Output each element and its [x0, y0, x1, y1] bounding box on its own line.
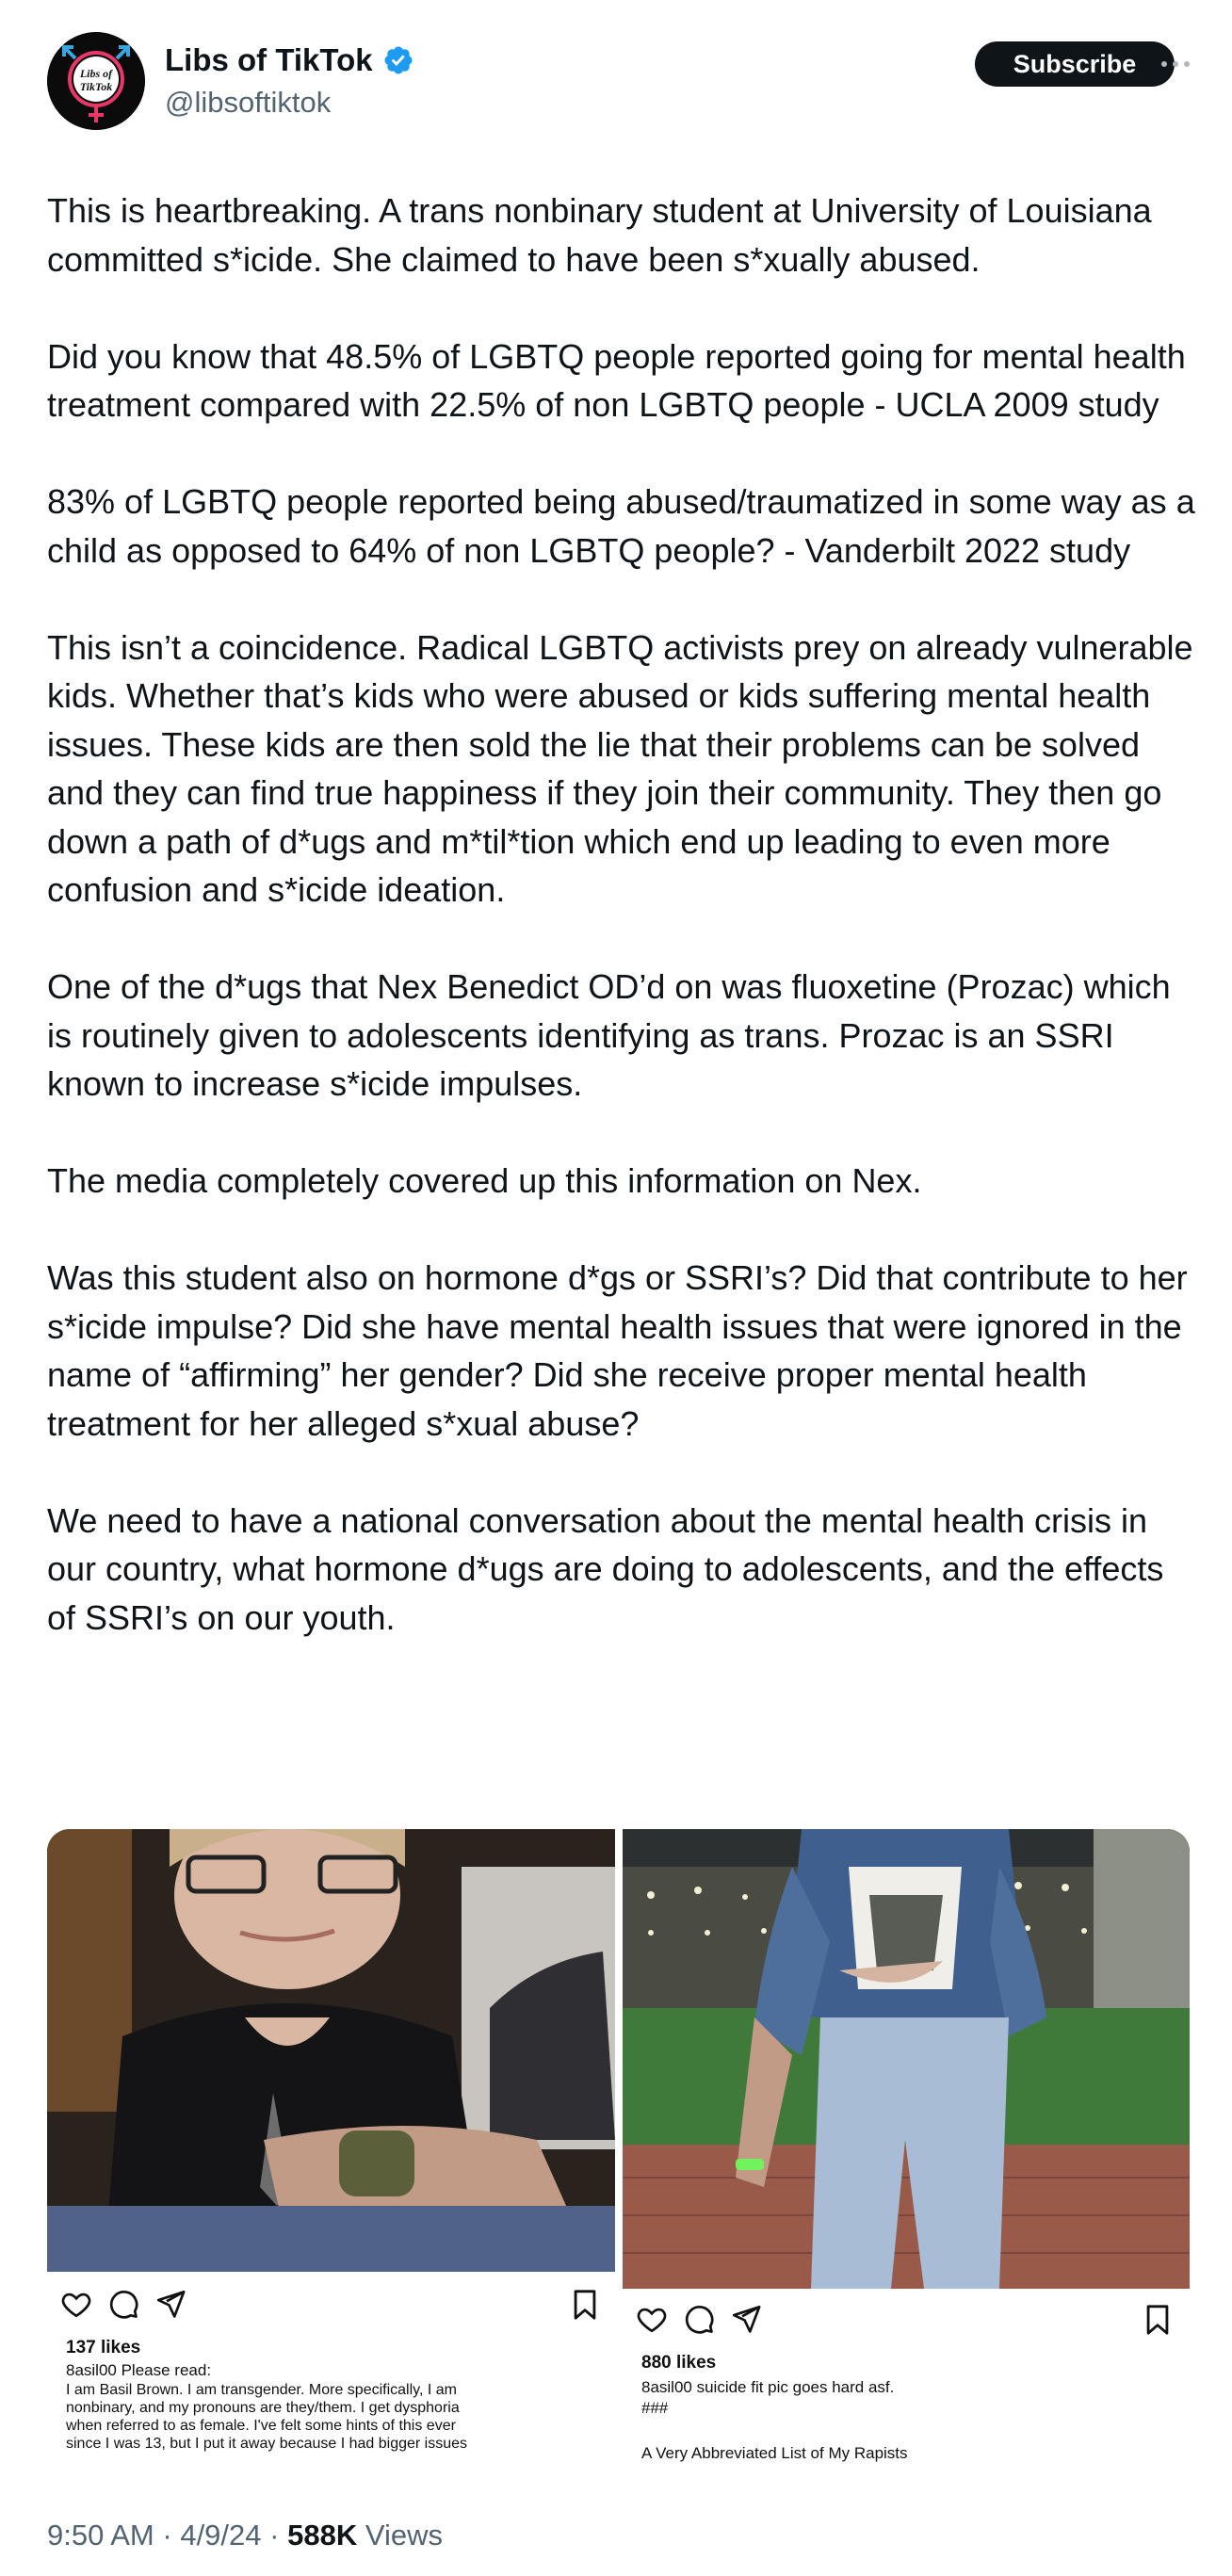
tweet-time[interactable]: 9:50 AM: [47, 2519, 154, 2552]
tweet-media[interactable]: [47, 1829, 1190, 2479]
bookmark-icon: [1143, 2304, 1172, 2336]
svg-text:TikTok: TikTok: [79, 80, 113, 93]
tweet-paragraph: This isn’t a coincidence. Radical LGBTQ activists prey on already vulnerable kids. Whether that’s kids who were abused or kids suffering mental health issues. These kids are then sold the lie that their problems can be solved and they can find true happiness if they join their community. They then go down a path of d*ugs and m*til*tion which end up leading to even more confusion and s*icide ideation.: [47, 627, 1193, 909]
svg-text:Libs of: Libs of: [79, 67, 113, 80]
caption-line: 8asil00 Please read:: [66, 2361, 212, 2379]
caption-line: 8asil00 suicide fit pic goes hard asf.: [641, 2378, 895, 2396]
libs-of-tiktok-logo-icon: [47, 32, 145, 130]
views-label: Views: [365, 2519, 443, 2552]
caption-line: [641, 2419, 1169, 2439]
tweet-paragraph: Did you know that 48.5% of LGBTQ people reported going for mental health treatment compared with 22.5% of non LGBTQ people - UCLA 2009 study: [47, 336, 1186, 424]
caption-line: I am Basil Brown. I am transgender. More specifically, I am: [66, 2382, 457, 2398]
author-name-row[interactable]: [165, 41, 414, 79]
bookmark-icon: [571, 2289, 599, 2321]
outfit-photo: [623, 1829, 1190, 2289]
more-options-icon[interactable]: [1157, 41, 1194, 87]
media-image-right[interactable]: [623, 1829, 1190, 2479]
comment-icon: [107, 2288, 139, 2320]
share-icon: [154, 2288, 186, 2320]
ig-actions-left: [60, 2285, 186, 2323]
tweet-paragraph: We need to have a national conversation about the mental health crisis in our country, what hormone d*ugs are doing to adolescents, and the effects of SSRI’s on our youth.: [47, 1500, 1164, 1637]
media-image-left[interactable]: [47, 1829, 615, 2479]
views-count: 588K: [287, 2519, 358, 2552]
tweet-paragraph: Was this student also on hormone d*gs or SSRI’s? Did that contribute to her s*icide impulse? Did she have mental health issues that were ignored in the name of “affirming” her gender? Did she receive proper mental health treatment for her alleged s*xual abuse?: [47, 1258, 1188, 1443]
selfie-photo: [47, 1829, 615, 2272]
handle[interactable]: @libsoftiktok: [165, 86, 332, 119]
caption-line: when referred to as female. I've felt some hints of this ever: [66, 2418, 456, 2434]
tweet-paragraph: This is heartbreaking. A trans nonbinary student at University of Louisiana committed s*icide. She claimed to have been s*xually abused.: [47, 191, 1152, 279]
caption-line: ###: [641, 2399, 669, 2417]
caption-line: since I was 13, but I put it away because I had bigger issues: [66, 2436, 468, 2452]
comment-icon: [683, 2303, 715, 2335]
likes-count: 137 likes: [66, 2338, 141, 2357]
ig-caption: [641, 2377, 1169, 2464]
subscribe-button[interactable]: Subscribe: [975, 41, 1175, 87]
heart-icon: [60, 2288, 92, 2320]
caption-line: nonbinary, and my pronouns are they/them. I get dysphoria: [66, 2400, 460, 2416]
share-icon: [730, 2303, 762, 2335]
likes-count: 880 likes: [641, 2353, 717, 2373]
tweet-paragraph: The media completely covered up this information on Nex.: [47, 1161, 922, 1200]
heart-icon: [636, 2303, 668, 2335]
caption-line: A Very Abbreviated List of My Rapists: [641, 2444, 908, 2462]
tweet-paragraph: One of the d*ugs that Nex Benedict OD’d on was fluoxetine (Prozac) which is routinely given to adolescents identifying as trans. Prozac is an SSRI known to increase s*icide impulses.: [47, 967, 1171, 1103]
tweet-date[interactable]: 4/9/24: [180, 2519, 262, 2552]
avatar[interactable]: [47, 32, 145, 130]
ig-caption: [66, 2360, 593, 2453]
display-name[interactable]: Libs of TikTok: [165, 42, 373, 77]
tweet-paragraph: 83% of LGBTQ people reported being abused/traumatized in some way as a child as opposed to 64% of non LGBTQ people? - Vanderbilt 2022 study: [47, 482, 1195, 570]
meta-separator: ·: [162, 2519, 172, 2552]
tweet-meta: [47, 2517, 443, 2554]
ig-actions-right: [636, 2300, 762, 2338]
meta-separator: ·: [269, 2519, 280, 2552]
tweet-text: [47, 186, 1196, 1691]
verified-badge-icon[interactable]: [382, 44, 414, 76]
